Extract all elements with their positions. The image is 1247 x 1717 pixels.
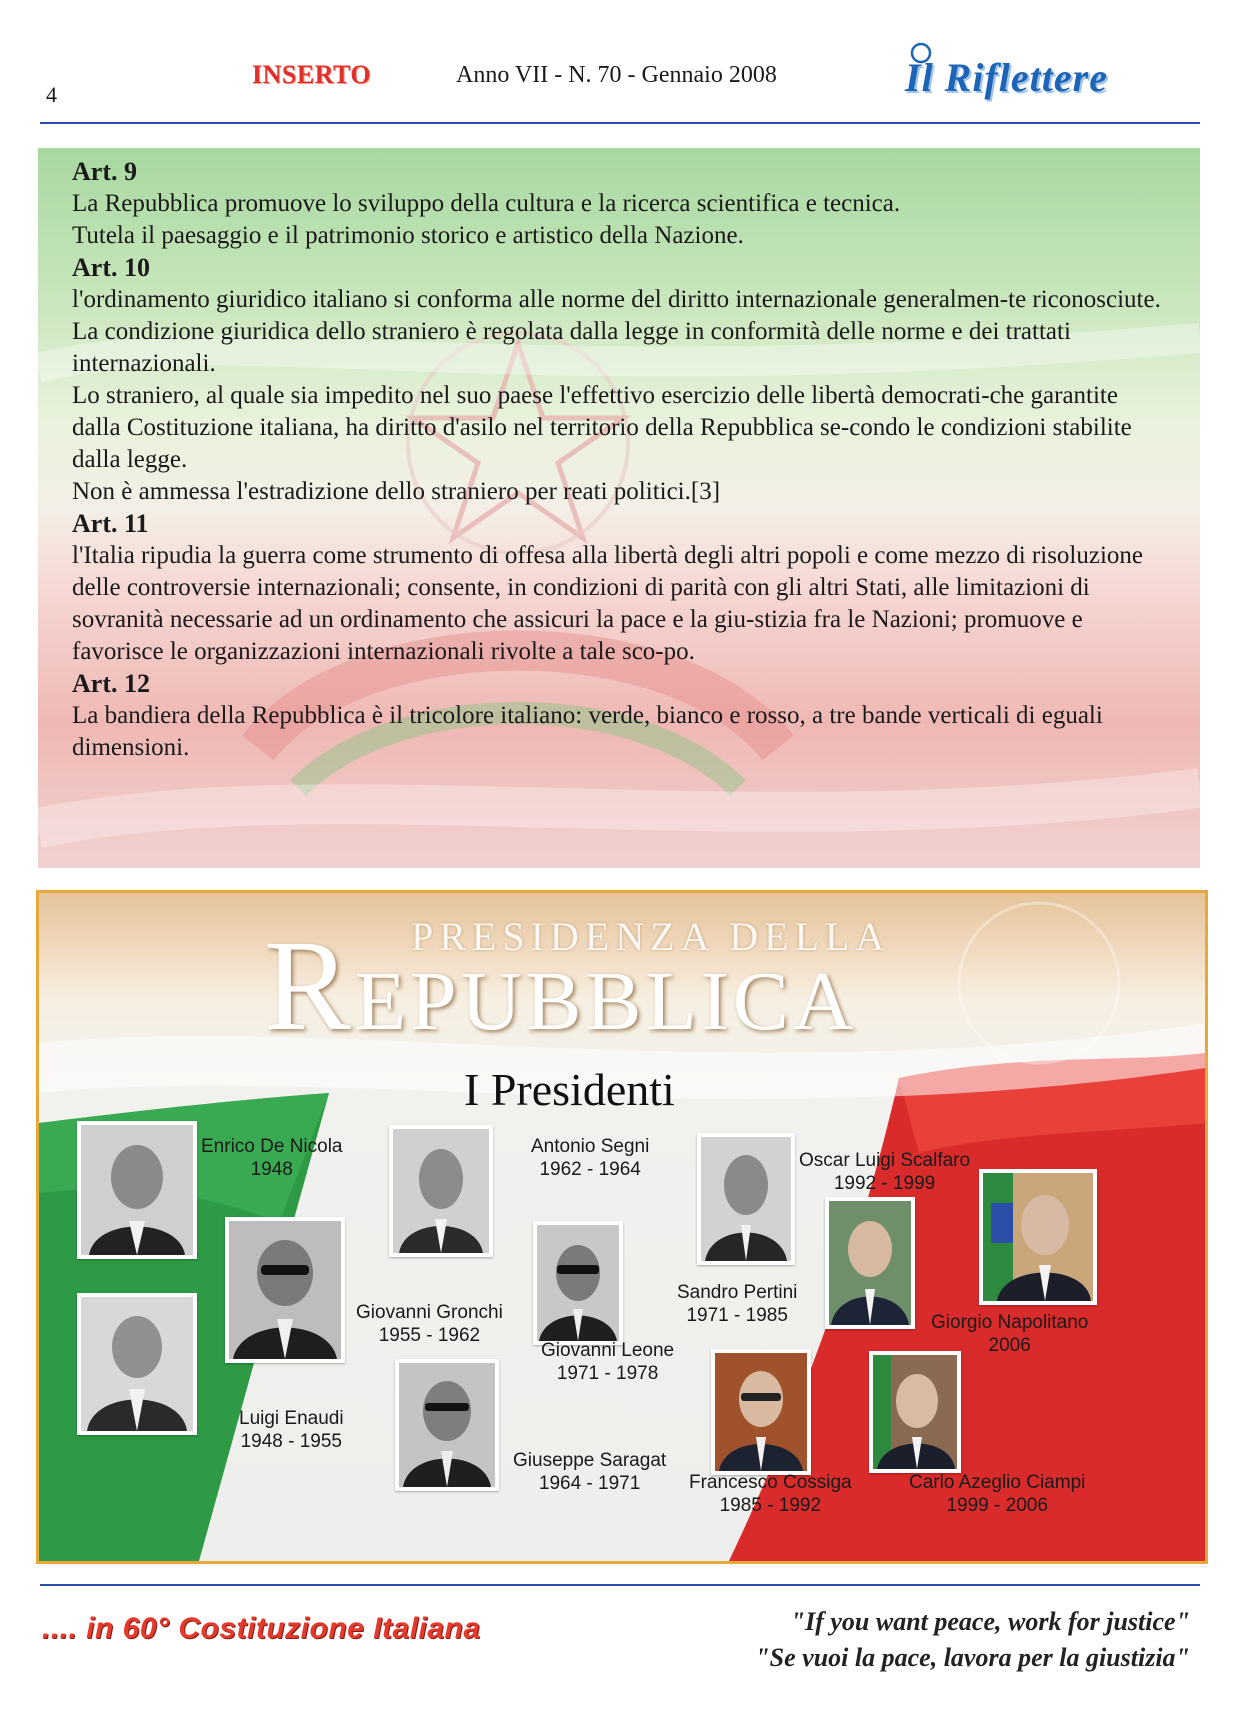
president-name: Oscar Luigi Scalfaro — [799, 1150, 971, 1171]
president-label — [201, 1135, 343, 1181]
article-title: Art. 9 — [72, 157, 137, 186]
page-number: 4 — [46, 82, 57, 107]
footer-slogan: .... in 60° Costituzione Italiana — [42, 1612, 481, 1645]
president-label — [356, 1301, 503, 1347]
president-name: Sandro Pertini — [677, 1282, 798, 1303]
article-paragraph: La Repubblica promuove lo sviluppo della cultura e la ricerca scientifica e tecnica. — [72, 190, 901, 217]
president-years: 1962 - 1964 — [539, 1159, 641, 1180]
president-label — [689, 1471, 852, 1517]
president-name: Enrico De Nicola — [201, 1136, 343, 1157]
articles-section — [38, 148, 1200, 868]
portrait-francesco-cossiga — [711, 1349, 811, 1475]
article-paragraph: La condizione giuridica dello straniero è regolata dalla legge in conformità delle norme e dei trattati internazionali. — [72, 318, 1071, 377]
portrait-antonio-segni — [389, 1125, 493, 1257]
article-paragraph: Lo straniero, al quale sia impedito nel suo paese l'effettivo esercizio delle libertà democrati-che garantite dalla Costituzione italiana, ha diritto d'asilo nel territorio della Repubblica se-condo le condizioni stabilite dalla legge. — [72, 382, 1132, 473]
president-years: 1948 — [250, 1159, 293, 1180]
article-paragraph: Tutela il paesaggio e il patrimonio storico e artistico della Nazione. — [72, 222, 744, 249]
president-years: 1999 - 2006 — [946, 1495, 1048, 1516]
president-name: Giorgio Napolitano — [931, 1312, 1089, 1333]
president-label — [513, 1449, 666, 1495]
article-paragraph: l'ordinamento giuridico italiano si conforma alle norme del diritto internazionale generalmen-te riconosciute. — [72, 286, 1161, 313]
presidents-poster — [36, 890, 1208, 1564]
portrait-oscar-luigi-scalfaro — [825, 1197, 915, 1329]
portrait-enrico-de-nicola — [77, 1121, 197, 1259]
president-label — [799, 1149, 970, 1195]
president-name: Giovanni Leone — [541, 1340, 675, 1361]
president-name: Giovanni Gronchi — [356, 1302, 503, 1323]
president-label — [239, 1407, 344, 1453]
president-years: 1971 - 1985 — [686, 1305, 788, 1326]
portrait-giovanni-leone — [533, 1221, 623, 1345]
president-label — [541, 1339, 674, 1385]
footer-quote — [700, 1604, 1190, 1676]
president-years: 1971 - 1978 — [556, 1363, 659, 1384]
footer-divider — [40, 1584, 1200, 1586]
article-paragraph: Non è ammessa l'estradizione dello straniero per reati politici.[3] — [72, 478, 721, 505]
president-years: 1948 - 1955 — [240, 1431, 342, 1452]
president-label — [909, 1471, 1085, 1517]
article-paragraph: La bandiera della Repubblica è il tricolore italiano: verde, bianco e rosso, a tre bande verticali di eguali dimensioni. — [72, 702, 1103, 761]
poster-title-rest: EPUBBLICA — [354, 955, 858, 1048]
portrait-luigi-enaudi — [77, 1293, 197, 1435]
quote-english: "If you want peace, work for justice" — [790, 1607, 1190, 1636]
poster-title — [264, 911, 857, 1061]
president-years: 1955 - 1962 — [378, 1325, 481, 1346]
section-label: INSERTO — [252, 60, 372, 89]
poster-subtitle: I Presidenti — [464, 1064, 675, 1115]
articles-text — [72, 156, 1172, 764]
portrait-giovanni-gronchi — [225, 1217, 345, 1363]
portrait-sandro-pertini — [697, 1133, 795, 1265]
president-years: 1992 - 1999 — [833, 1173, 936, 1194]
president-years: 1985 - 1992 — [719, 1495, 822, 1516]
president-years: 2006 — [988, 1335, 1031, 1356]
president-label — [931, 1311, 1088, 1357]
portrait-giuseppe-saragat — [395, 1359, 499, 1491]
article-title: Art. 11 — [72, 509, 149, 538]
quote-italian: "Se vuoi la pace, lavora per la giustizia" — [755, 1643, 1190, 1672]
portrait-carlo-azeglio-ciampi — [869, 1351, 961, 1473]
poster-title-initial: R — [264, 914, 355, 1058]
masthead-title: Il Riflettere — [905, 55, 1108, 100]
article-paragraph: l'Italia ripudia la guerra come strumento di offesa alla libertà degli altri popoli e come mezzo di risoluzione delle controversie internazionali; consente, in condizioni di parità con gli altri Stati, alle limitazioni di sovranità necessarie ad un ordinamento che assicuri la pace e la giu-stizia fra le Nazioni; promuove e favorisce le organizzazioni internazionali rivolte a tale sco-po. — [72, 542, 1144, 665]
president-name: Giuseppe Saragat — [513, 1450, 667, 1471]
masthead — [905, 40, 1185, 100]
header-divider — [40, 122, 1200, 124]
issue-info: Anno VII - N. 70 - Gennaio 2008 — [456, 62, 777, 88]
president-name: Carlo Azeglio Ciampi — [909, 1472, 1086, 1493]
president-years: 1964 - 1971 — [538, 1473, 641, 1494]
article-title: Art. 10 — [72, 253, 150, 282]
president-name: Antonio Segni — [531, 1136, 650, 1157]
president-name: Luigi Enaudi — [239, 1408, 344, 1429]
article-title: Art. 12 — [72, 669, 150, 698]
president-label — [531, 1135, 649, 1181]
president-name: Francesco Cossiga — [689, 1472, 852, 1493]
poster-kicker: PRESIDENZA DELLA — [411, 914, 891, 959]
president-label — [677, 1281, 797, 1327]
portrait-giorgio-napolitano — [979, 1169, 1097, 1305]
